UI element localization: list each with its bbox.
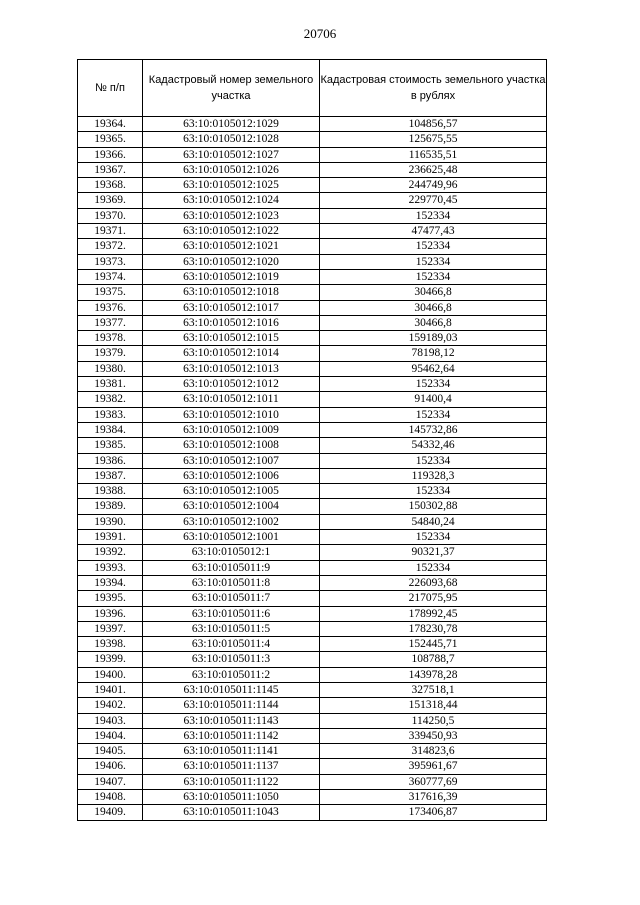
row-number-cell: 19372. <box>78 239 143 254</box>
header-cadastral-number: Кадастровый номер земельного участка <box>143 60 320 117</box>
cadastral-value-cell: 78198,12 <box>320 346 547 361</box>
row-number-cell: 19383. <box>78 407 143 422</box>
cadastral-value-cell: 226093,68 <box>320 575 547 590</box>
cadastral-value-cell: 236625,48 <box>320 162 547 177</box>
table-row <box>78 377 547 392</box>
cadastral-number-cell: 63:10:0105011:5 <box>143 621 320 636</box>
cadastral-number-cell: 63:10:0105011:1145 <box>143 682 320 697</box>
cadastral-number-cell: 63:10:0105012:1012 <box>143 377 320 392</box>
table-row <box>78 162 547 177</box>
table-row <box>78 254 547 269</box>
row-number-cell: 19368. <box>78 178 143 193</box>
table-row <box>78 208 547 223</box>
cadastral-number-cell: 63:10:0105012:1008 <box>143 438 320 453</box>
cadastral-value-cell: 152334 <box>320 377 547 392</box>
table-row <box>78 591 547 606</box>
cadastral-value-cell: 151318,44 <box>320 698 547 713</box>
row-number-cell: 19408. <box>78 790 143 805</box>
cadastral-number-cell: 63:10:0105012:1004 <box>143 499 320 514</box>
cadastral-number-cell: 63:10:0105012:1017 <box>143 300 320 315</box>
table-row <box>78 453 547 468</box>
row-number-cell: 19399. <box>78 652 143 667</box>
cadastral-value-cell: 152334 <box>320 407 547 422</box>
cadastral-value-cell: 104856,57 <box>320 117 547 132</box>
row-number-cell: 19406. <box>78 759 143 774</box>
cadastral-number-cell: 63:10:0105012:1015 <box>143 331 320 346</box>
cadastral-value-cell: 90321,37 <box>320 545 547 560</box>
cadastral-number-cell: 63:10:0105011:1144 <box>143 698 320 713</box>
table-row <box>78 545 547 560</box>
cadastral-value-cell: 217075,95 <box>320 591 547 606</box>
table-row <box>78 698 547 713</box>
row-number-cell: 19374. <box>78 269 143 284</box>
row-number-cell: 19364. <box>78 117 143 132</box>
cadastral-number-cell: 63:10:0105011:8 <box>143 575 320 590</box>
row-number-cell: 19404. <box>78 728 143 743</box>
cadastral-value-cell: 54840,24 <box>320 514 547 529</box>
cadastral-number-cell: 63:10:0105011:9 <box>143 560 320 575</box>
row-number-cell: 19377. <box>78 315 143 330</box>
table-row <box>78 682 547 697</box>
page-number: 20706 <box>303 26 337 41</box>
row-number-cell: 19386. <box>78 453 143 468</box>
cadastral-number-cell: 63:10:0105012:1005 <box>143 484 320 499</box>
row-number-cell: 19397. <box>78 621 143 636</box>
row-number-cell: 19379. <box>78 346 143 361</box>
table-row <box>78 193 547 208</box>
table-row <box>78 269 547 284</box>
cadastral-value-cell: 30466,8 <box>320 285 547 300</box>
cadastral-value-cell: 152334 <box>320 269 547 284</box>
cadastral-value-cell: 119328,3 <box>320 468 547 483</box>
cadastral-number-cell: 63:10:0105012:1021 <box>143 239 320 254</box>
table-header-row <box>78 60 547 117</box>
cadastral-number-cell: 63:10:0105012:1002 <box>143 514 320 529</box>
row-number-cell: 19405. <box>78 744 143 759</box>
cadastral-value-cell: 314823,6 <box>320 744 547 759</box>
table-row <box>78 117 547 132</box>
table-row <box>78 530 547 545</box>
table-row <box>78 713 547 728</box>
cadastral-number-cell: 63:10:0105012:1027 <box>143 147 320 162</box>
cadastral-value-cell: 229770,45 <box>320 193 547 208</box>
cadastral-number-cell: 63:10:0105011:1137 <box>143 759 320 774</box>
table-body <box>78 117 547 821</box>
table-row <box>78 392 547 407</box>
table-row <box>78 652 547 667</box>
row-number-cell: 19392. <box>78 545 143 560</box>
cadastral-value-cell: 152334 <box>320 530 547 545</box>
cadastral-value-cell: 47477,43 <box>320 224 547 239</box>
row-number-cell: 19369. <box>78 193 143 208</box>
cadastral-number-cell: 63:10:0105012:1 <box>143 545 320 560</box>
cadastral-number-cell: 63:10:0105011:2 <box>143 667 320 682</box>
row-number-cell: 19390. <box>78 514 143 529</box>
cadastral-value-cell: 178230,78 <box>320 621 547 636</box>
cadastral-number-cell: 63:10:0105011:1043 <box>143 805 320 820</box>
cadastral-number-cell: 63:10:0105012:1010 <box>143 407 320 422</box>
row-number-cell: 19389. <box>78 499 143 514</box>
table-row <box>78 499 547 514</box>
table-row <box>78 759 547 774</box>
row-number-cell: 19391. <box>78 530 143 545</box>
cadastral-value-cell: 95462,64 <box>320 361 547 376</box>
row-number-cell: 19400. <box>78 667 143 682</box>
table-row <box>78 774 547 789</box>
cadastral-number-cell: 63:10:0105011:4 <box>143 637 320 652</box>
table-row <box>78 224 547 239</box>
table-row <box>78 331 547 346</box>
row-number-cell: 19395. <box>78 591 143 606</box>
row-number-cell: 19382. <box>78 392 143 407</box>
table-row <box>78 361 547 376</box>
row-number-cell: 19407. <box>78 774 143 789</box>
cadastral-number-cell: 63:10:0105012:1020 <box>143 254 320 269</box>
row-number-cell: 19401. <box>78 682 143 697</box>
cadastral-number-cell: 63:10:0105012:1024 <box>143 193 320 208</box>
table-row <box>78 560 547 575</box>
cadastral-number-cell: 63:10:0105012:1011 <box>143 392 320 407</box>
cadastral-number-cell: 63:10:0105011:1143 <box>143 713 320 728</box>
cadastral-value-cell: 145732,86 <box>320 422 547 437</box>
table-row <box>78 484 547 499</box>
row-number-cell: 19409. <box>78 805 143 820</box>
cadastral-number-cell: 63:10:0105012:1007 <box>143 453 320 468</box>
row-number-cell: 19370. <box>78 208 143 223</box>
cadastral-number-cell: 63:10:0105011:7 <box>143 591 320 606</box>
header-row-number: № п/п <box>78 60 143 117</box>
cadastral-value-cell: 360777,69 <box>320 774 547 789</box>
row-number-cell: 19381. <box>78 377 143 392</box>
cadastral-number-cell: 63:10:0105011:1122 <box>143 774 320 789</box>
cadastral-number-cell: 63:10:0105012:1016 <box>143 315 320 330</box>
row-number-cell: 19366. <box>78 147 143 162</box>
table-row <box>78 239 547 254</box>
row-number-cell: 19371. <box>78 224 143 239</box>
table-row <box>78 468 547 483</box>
cadastral-value-cell: 339450,93 <box>320 728 547 743</box>
row-number-cell: 19378. <box>78 331 143 346</box>
cadastral-value-cell: 159189,03 <box>320 331 547 346</box>
row-number-cell: 19380. <box>78 361 143 376</box>
table-row <box>78 147 547 162</box>
cadastral-value-cell: 152334 <box>320 208 547 223</box>
cadastral-number-cell: 63:10:0105012:1029 <box>143 117 320 132</box>
row-number-cell: 19376. <box>78 300 143 315</box>
cadastral-value-cell: 152334 <box>320 239 547 254</box>
cadastral-number-cell: 63:10:0105012:1001 <box>143 530 320 545</box>
row-number-cell: 19403. <box>78 713 143 728</box>
table-row <box>78 606 547 621</box>
table-row <box>78 667 547 682</box>
table-row <box>78 728 547 743</box>
row-number-cell: 19385. <box>78 438 143 453</box>
table-row <box>78 790 547 805</box>
cadastral-number-cell: 63:10:0105011:1142 <box>143 728 320 743</box>
cadastral-value-cell: 30466,8 <box>320 315 547 330</box>
cadastral-number-cell: 63:10:0105012:1023 <box>143 208 320 223</box>
cadastral-number-cell: 63:10:0105012:1019 <box>143 269 320 284</box>
cadastral-value-cell: 143978,28 <box>320 667 547 682</box>
cadastral-value-cell: 125675,55 <box>320 132 547 147</box>
cadastral-value-cell: 244749,96 <box>320 178 547 193</box>
table-row <box>78 637 547 652</box>
cadastral-value-cell: 178992,45 <box>320 606 547 621</box>
row-number-cell: 19396. <box>78 606 143 621</box>
row-number-cell: 19394. <box>78 575 143 590</box>
cadastral-value-cell: 317616,39 <box>320 790 547 805</box>
table-row <box>78 575 547 590</box>
cadastral-value-cell: 54332,46 <box>320 438 547 453</box>
table-row <box>78 514 547 529</box>
cadastral-value-cell: 150302,88 <box>320 499 547 514</box>
row-number-cell: 19375. <box>78 285 143 300</box>
table-row <box>78 178 547 193</box>
table-row <box>78 132 547 147</box>
cadastral-number-cell: 63:10:0105012:1009 <box>143 422 320 437</box>
cadastral-number-cell: 63:10:0105012:1025 <box>143 178 320 193</box>
row-number-cell: 19402. <box>78 698 143 713</box>
row-number-cell: 19365. <box>78 132 143 147</box>
cadastral-number-cell: 63:10:0105011:3 <box>143 652 320 667</box>
header-cadastral-value: Кадастровая стоимость земельного участка в рублях <box>320 60 547 117</box>
table-row <box>78 438 547 453</box>
table-row <box>78 346 547 361</box>
cadastral-value-cell: 152334 <box>320 453 547 468</box>
cadastral-value-cell: 173406,87 <box>320 805 547 820</box>
table-row <box>78 744 547 759</box>
row-number-cell: 19388. <box>78 484 143 499</box>
cadastral-value-cell: 152445,71 <box>320 637 547 652</box>
cadastral-value-table <box>77 59 547 821</box>
cadastral-value-cell: 91400,4 <box>320 392 547 407</box>
cadastral-number-cell: 63:10:0105012:1022 <box>143 224 320 239</box>
cadastral-number-cell: 63:10:0105012:1014 <box>143 346 320 361</box>
row-number-cell: 19373. <box>78 254 143 269</box>
cadastral-value-cell: 327518,1 <box>320 682 547 697</box>
cadastral-value-cell: 108788,7 <box>320 652 547 667</box>
cadastral-number-cell: 63:10:0105011:1141 <box>143 744 320 759</box>
table-row <box>78 805 547 820</box>
table-row <box>78 422 547 437</box>
row-number-cell: 19384. <box>78 422 143 437</box>
cadastral-number-cell: 63:10:0105012:1018 <box>143 285 320 300</box>
table-row <box>78 300 547 315</box>
cadastral-value-cell: 114250,5 <box>320 713 547 728</box>
cadastral-number-cell: 63:10:0105012:1028 <box>143 132 320 147</box>
row-number-cell: 19387. <box>78 468 143 483</box>
cadastral-value-cell: 395961,67 <box>320 759 547 774</box>
table-row <box>78 285 547 300</box>
row-number-cell: 19398. <box>78 637 143 652</box>
row-number-cell: 19393. <box>78 560 143 575</box>
cadastral-value-cell: 152334 <box>320 484 547 499</box>
cadastral-number-cell: 63:10:0105011:6 <box>143 606 320 621</box>
cadastral-number-cell: 63:10:0105012:1006 <box>143 468 320 483</box>
cadastral-number-cell: 63:10:0105012:1013 <box>143 361 320 376</box>
cadastral-value-cell: 152334 <box>320 254 547 269</box>
cadastral-number-cell: 63:10:0105011:1050 <box>143 790 320 805</box>
table-row <box>78 315 547 330</box>
cadastral-value-cell: 30466,8 <box>320 300 547 315</box>
table-row <box>78 621 547 636</box>
cadastral-value-cell: 152334 <box>320 560 547 575</box>
cadastral-number-cell: 63:10:0105012:1026 <box>143 162 320 177</box>
row-number-cell: 19367. <box>78 162 143 177</box>
table-row <box>78 407 547 422</box>
cadastral-value-cell: 116535,51 <box>320 147 547 162</box>
